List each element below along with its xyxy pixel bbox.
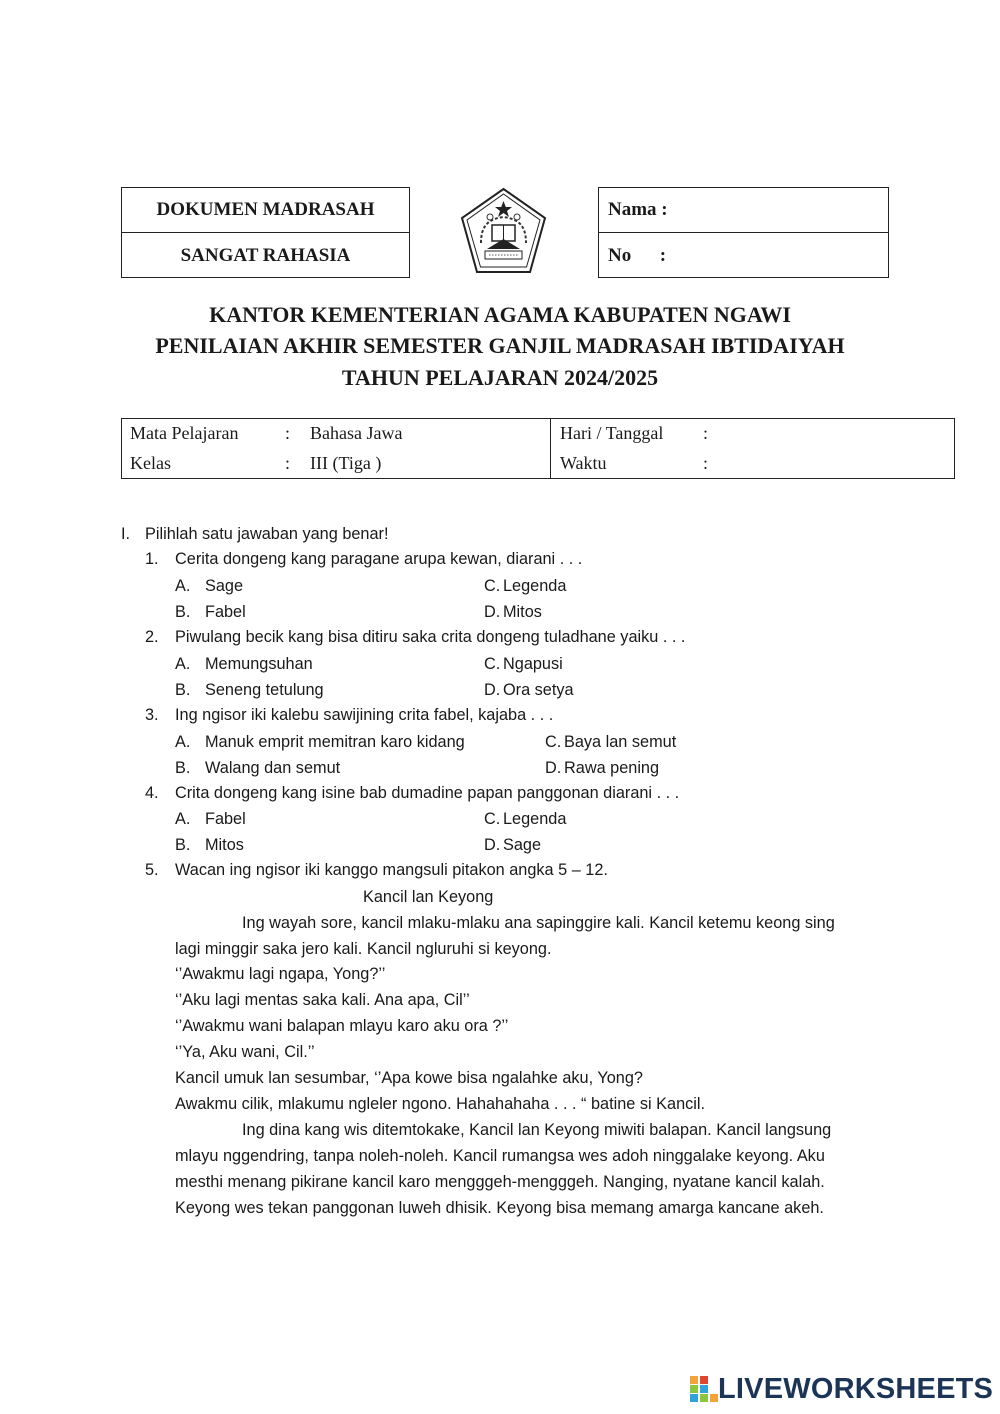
question-number: 2. <box>145 628 159 646</box>
story-line: mesthi menang pikirane kancil karo mengggeh-mengggeh. Nanging, nyatane kancil kalah. <box>175 1173 825 1191</box>
option-text[interactable]: Fabel <box>205 603 246 621</box>
option-text[interactable]: Rawa pening <box>564 759 660 777</box>
story-line: ‘’Awakmu lagi ngapa, Yong?’’ <box>175 965 386 983</box>
subject-label: Mata Pelajaran <box>130 423 239 443</box>
option-letter: B. <box>175 759 191 777</box>
option-text[interactable]: Manuk emprit memitran karo kidang <box>205 733 465 751</box>
story-line: Kancil umuk lan sesumbar, ‘’Apa kowe bisa ngalahke aku, Yong? <box>175 1069 643 1087</box>
time-label: Waktu <box>560 453 607 473</box>
exam-info-table <box>121 418 955 479</box>
name-field[interactable]: Nama : <box>599 188 888 233</box>
year-title: TAHUN PELAJARAN 2024/2025 <box>341 365 659 390</box>
section-instruction: Pilihlah satu jawaban yang benar! <box>145 525 389 543</box>
option-letter: C. <box>484 810 501 828</box>
story-line: ‘’Awakmu wani balapan mlayu karo aku ora ?’’ <box>175 1017 509 1035</box>
option-text[interactable]: Baya lan semut <box>564 733 677 751</box>
question-text: Crita dongeng kang isine bab dumadine papan panggonan diarani . . . <box>175 784 680 802</box>
day-colon: : <box>703 423 709 443</box>
option-text[interactable]: Sage <box>503 836 542 854</box>
option-text[interactable]: Seneng tetulung <box>205 681 324 699</box>
option-letter: D. <box>484 603 501 621</box>
story-line: Ing wayah sore, kancil mlaku-mlaku ana sapinggire kali. Kancil ketemu keong sing <box>242 914 835 932</box>
option-letter: C. <box>545 733 562 751</box>
class-colon: : <box>285 453 291 473</box>
subject-colon: : <box>285 423 291 443</box>
option-text[interactable]: Ngapusi <box>503 655 563 673</box>
office-title: KANTOR KEMENTERIAN AGAMA KABUPATEN NGAWI <box>209 302 791 327</box>
option-letter: A. <box>175 810 191 828</box>
option-text[interactable]: Mitos <box>503 603 542 621</box>
time-colon: : <box>703 453 709 473</box>
number-field[interactable]: No : <box>608 244 667 266</box>
story-line: lagi minggir saka jero kali. Kancil ngluruhi si keyong. <box>175 940 552 958</box>
document-label: DOKUMEN MADRASAH <box>122 188 409 233</box>
liveworksheets-logo <box>690 1374 993 1404</box>
class-value: III (Tiga ) <box>310 453 382 473</box>
student-info-box <box>598 187 889 278</box>
option-letter: D. <box>484 681 501 699</box>
story-line: ‘’Ya, Aku wani, Cil.’’ <box>175 1043 315 1061</box>
section-number: I. <box>121 525 131 543</box>
secrecy-label: SANGAT RAHASIA <box>180 244 351 266</box>
question-number: 3. <box>145 706 159 724</box>
table-divider <box>550 419 551 478</box>
question-number: 5. <box>145 861 159 879</box>
exam-title: PENILAIAN AKHIR SEMESTER GANJIL MADRASAH IBTIDAIYAH <box>155 333 845 358</box>
story-line: mlayu nggendring, tanpa noleh-noleh. Kancil rumangsa wes adoh ninggalake keyong. Aku <box>175 1147 825 1165</box>
question-number: 4. <box>145 784 159 802</box>
question-text: Wacan ing ngisor iki kanggo mangsuli pitakon angka 5 – 12. <box>175 861 608 879</box>
watermark-text: LIVEWORKSHEETS <box>718 1372 994 1405</box>
class-label: Kelas <box>130 453 171 473</box>
option-text[interactable]: Fabel <box>205 810 246 828</box>
question-number: 1. <box>145 550 159 568</box>
option-letter: B. <box>175 836 191 854</box>
option-text[interactable]: Legenda <box>503 577 567 595</box>
option-letter: C. <box>484 655 501 673</box>
option-letter: A. <box>175 655 191 673</box>
option-text[interactable]: Memungsuhan <box>205 655 313 673</box>
option-text[interactable]: Ora setya <box>503 681 574 699</box>
option-text[interactable]: Walang dan semut <box>205 759 341 777</box>
document-label-box <box>121 187 410 278</box>
option-text[interactable]: Sage <box>205 577 244 595</box>
question-text: Piwulang becik kang bisa ditiru saka crita dongeng tuladhane yaiku . . . <box>175 628 686 646</box>
subject-value: Bahasa Jawa <box>310 423 403 443</box>
option-text[interactable]: Legenda <box>503 810 567 828</box>
option-letter: D. <box>545 759 562 777</box>
story-title: Kancil lan Keyong <box>363 888 494 906</box>
story-line: Ing dina kang wis ditemtokake, Kancil lan Keyong miwiti balapan. Kancil langsung <box>242 1121 832 1139</box>
option-letter: B. <box>175 603 191 621</box>
question-text: Ing ngisor iki kalebu sawijining crita fabel, kajaba . . . <box>175 706 554 724</box>
option-text[interactable]: Mitos <box>205 836 244 854</box>
option-letter: A. <box>175 577 191 595</box>
option-letter: A. <box>175 733 191 751</box>
question-text: Cerita dongeng kang paragane arupa kewan, diarani . . . <box>175 550 583 568</box>
day-label: Hari / Tanggal <box>560 423 664 443</box>
option-letter: B. <box>175 681 191 699</box>
option-letter: D. <box>484 836 501 854</box>
ministry-emblem-icon <box>459 187 548 274</box>
option-letter: C. <box>484 577 501 595</box>
liveworksheets-blocks-icon <box>690 1376 718 1402</box>
story-line: ‘’Aku lagi mentas saka kali. Ana apa, Cil’’ <box>175 991 470 1009</box>
story-line: Keyong wes tekan panggonan luweh dhisik. Keyong bisa memang amarga kancane akeh. <box>175 1199 824 1217</box>
story-line: Awakmu cilik, mlakumu ngleler ngono. Hahahahaha . . . “ batine si Kancil. <box>175 1095 706 1113</box>
